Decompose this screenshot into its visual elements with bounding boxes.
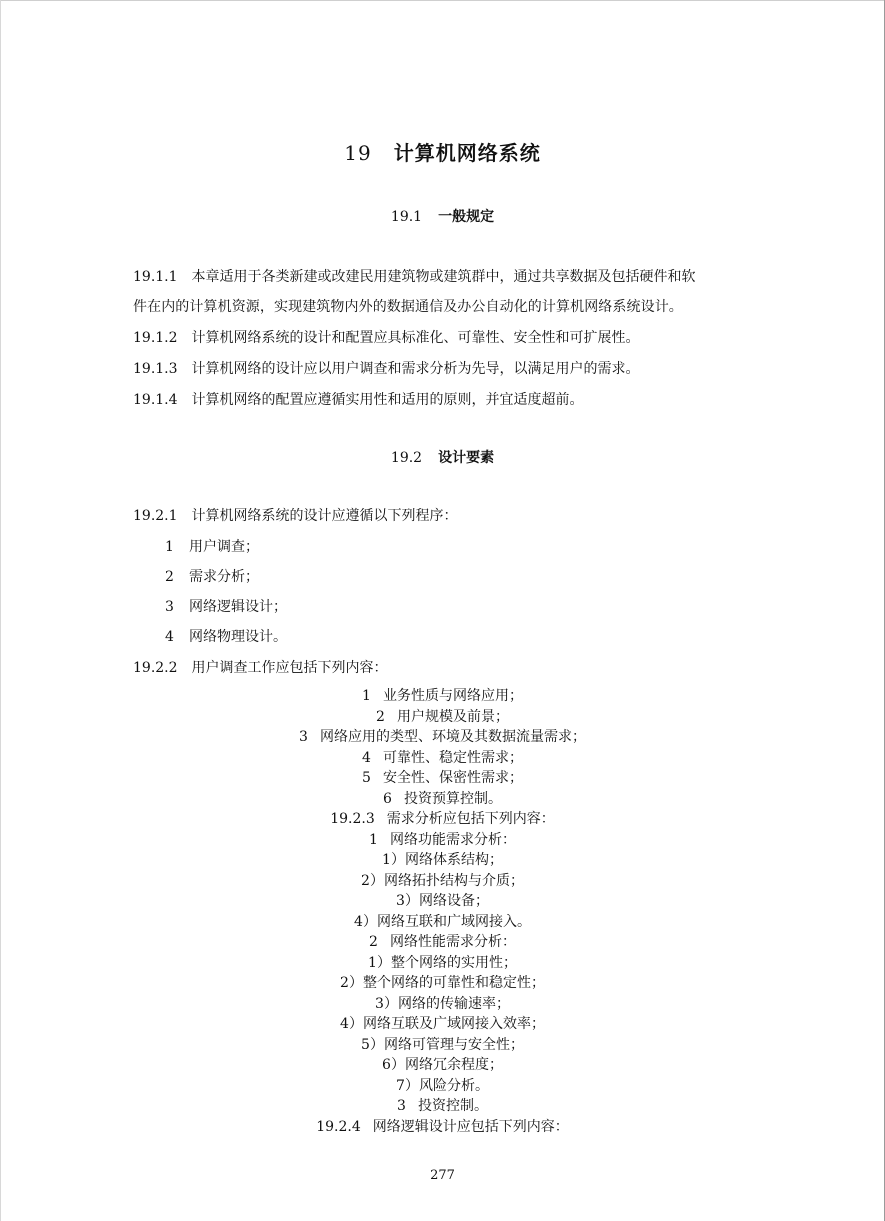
list-item <box>165 626 287 646</box>
line-text: 3）网络设备； <box>396 893 489 909</box>
line-number: 1 <box>369 831 378 848</box>
line-text: 2）网络拓扑结构与介质； <box>361 872 524 889</box>
content-line <box>0 912 885 933</box>
content-line <box>0 1014 885 1035</box>
line-text: 6）网络冗余程度； <box>382 1057 503 1073</box>
content-line <box>0 994 885 1015</box>
line-text: 网络功能需求分析： <box>389 831 516 848</box>
content-line <box>0 932 885 953</box>
line-text: 7）风险分析。 <box>396 1077 489 1094</box>
clause-number: 19.2.3 <box>330 811 375 827</box>
list-item <box>165 566 259 586</box>
clause-number: 19.1.2 <box>133 330 178 346</box>
line-text: 投资控制。 <box>417 1098 488 1114</box>
clause-19-1-2 <box>133 327 773 347</box>
content-line <box>0 727 885 748</box>
line-text: 网络应用的类型、环境及其数据流量需求； <box>319 729 586 745</box>
clause-text: 网络逻辑设计应包括下列内容： <box>372 1118 569 1135</box>
line-number: 1 <box>362 688 371 704</box>
line-number: 2 <box>376 708 385 725</box>
content-line <box>0 973 885 994</box>
line-text: 2）整个网络的可靠性和稳定性； <box>340 975 545 991</box>
clause-text: 件在内的计算机资源，实现建筑物内外的数据通信及办公自动化的计算机网络系统设计。 <box>133 299 683 315</box>
line-text: 业务性质与网络应用； <box>382 688 523 704</box>
page-number: 277 <box>430 1168 455 1183</box>
content-line <box>0 686 885 707</box>
line-text: 3）网络的传输速率； <box>375 995 510 1012</box>
content-line <box>0 768 885 789</box>
centered-content-block <box>0 686 885 1137</box>
line-text: 用户规模及前景； <box>396 708 509 725</box>
list-item-text: 网络物理设计。 <box>189 629 287 645</box>
clause-19-1-1-continued <box>133 296 773 316</box>
list-item-number: 1 <box>165 539 174 555</box>
list-item-text: 用户调查； <box>189 539 259 555</box>
section-title-19-2 <box>0 447 885 467</box>
list-item <box>165 596 287 616</box>
content-line <box>0 1055 885 1076</box>
content-line <box>0 891 885 912</box>
line-text: 安全性、保密性需求； <box>382 770 523 786</box>
clause-number: 19.1.1 <box>133 269 178 285</box>
section-title-text: 设计要素 <box>438 450 495 466</box>
content-line <box>0 748 885 769</box>
clause-number: 19.2.4 <box>316 1118 361 1135</box>
list-item-text: 需求分析； <box>189 569 259 585</box>
content-line <box>0 953 885 974</box>
line-text: 投资预算控制。 <box>403 790 502 807</box>
list-item-number: 3 <box>165 599 174 615</box>
content-line <box>0 1035 885 1056</box>
clause-19-2-3 <box>0 809 885 830</box>
section-number: 19.1 <box>390 209 423 225</box>
content-line <box>0 789 885 810</box>
content-line <box>0 1096 885 1117</box>
line-text: 4）网络互联和广域网接入。 <box>354 913 531 930</box>
line-number: 5 <box>362 770 371 786</box>
line-text: 1）整个网络的实用性； <box>368 954 517 971</box>
line-text: 4）网络互联及广域网接入效率； <box>340 1016 545 1032</box>
line-number: 3 <box>397 1098 406 1114</box>
content-line <box>0 850 885 871</box>
content-line <box>0 707 885 728</box>
line-number: 3 <box>299 729 308 745</box>
clause-number: 19.1.3 <box>133 361 178 377</box>
line-text: 5）网络可管理与安全性； <box>361 1036 524 1053</box>
line-text: 可靠性、稳定性需求； <box>382 749 523 766</box>
chapter-title-text: 计算机网络系统 <box>393 141 541 165</box>
list-item-number: 2 <box>165 569 174 585</box>
line-text: 1）网络体系结构； <box>382 852 503 868</box>
line-text: 网络性能需求分析： <box>389 934 516 950</box>
clause-number: 19.2.1 <box>133 508 178 524</box>
list-item <box>165 536 259 556</box>
clause-19-2-1 <box>133 505 773 525</box>
clause-number: 19.2.2 <box>133 660 178 676</box>
clause-19-1-3 <box>133 358 773 378</box>
clause-19-2-4 <box>0 1117 885 1138</box>
clause-text: 本章适用于各类新建或改建民用建筑物或建筑群中，通过共享数据及包括硬件和软 <box>191 269 696 285</box>
page-edge-top <box>0 0 885 1</box>
clause-19-1-4 <box>133 389 773 409</box>
section-title-text: 一般规定 <box>438 209 495 225</box>
content-line <box>0 830 885 851</box>
clause-text: 计算机网络的配置应遵循实用性和适用的原则，并宜适度超前。 <box>191 392 584 408</box>
clause-text: 需求分析应包括下列内容： <box>386 811 555 827</box>
clause-text: 计算机网络系统的设计和配置应具标准化、可靠性、安全性和可扩展性。 <box>191 330 640 346</box>
clause-19-1-1 <box>133 266 773 286</box>
line-number: 6 <box>383 790 392 807</box>
clause-text: 用户调查工作应包括下列内容： <box>191 660 388 676</box>
section-number: 19.2 <box>390 450 423 466</box>
clause-text: 计算机网络的设计应以用户调查和需求分析为先导，以满足用户的需求。 <box>191 361 640 377</box>
line-number: 4 <box>362 749 371 766</box>
list-item-text: 网络逻辑设计； <box>189 599 287 615</box>
list-item-number: 4 <box>165 629 174 645</box>
clause-19-2-2 <box>133 657 773 677</box>
content-line <box>0 871 885 892</box>
clause-number: 19.1.4 <box>133 392 178 408</box>
chapter-number: 19 <box>344 141 372 165</box>
chapter-title <box>0 137 885 166</box>
line-number: 2 <box>369 934 378 950</box>
content-line <box>0 1076 885 1097</box>
section-title-19-1 <box>0 206 885 226</box>
clause-text: 计算机网络系统的设计应遵循以下列程序： <box>191 508 458 524</box>
